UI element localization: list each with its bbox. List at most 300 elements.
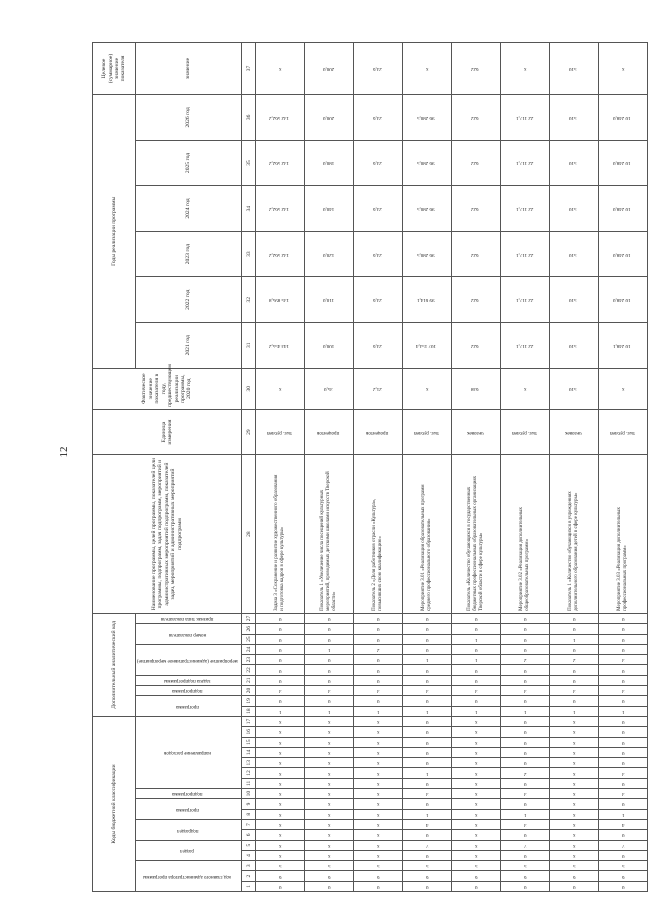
code-digit: 0 (327, 677, 331, 683)
row-final: x (278, 66, 282, 72)
code-digit: 0 (523, 750, 527, 755)
table-row (256, 43, 305, 892)
code-digit: 0 (474, 883, 478, 889)
code-cell (305, 778, 354, 788)
code-digit: x (474, 842, 478, 848)
code-digit: x (572, 739, 576, 745)
code-cell (256, 706, 305, 716)
column-number: 1 (242, 881, 256, 891)
code-digit: 5 (621, 863, 625, 869)
code-cell (501, 675, 550, 685)
year-value: 200,0 (322, 114, 334, 120)
code-digit: 0 (278, 698, 282, 704)
code-cell (550, 758, 599, 768)
year-value: 22 117,1 (515, 206, 533, 212)
header-2022: 2022 год (136, 277, 242, 323)
year-value: 180,0 (322, 160, 334, 166)
column-number: 24 (242, 644, 256, 654)
code-cell (256, 830, 305, 840)
code-digit: 1 (376, 708, 380, 714)
code-digit: x (327, 750, 331, 755)
code-digit: x (474, 760, 478, 766)
code-cell (599, 789, 648, 799)
code-digit: x (327, 801, 331, 807)
header-2025: 2025 год (136, 140, 242, 186)
code-digit: x (572, 842, 576, 848)
code-digit: 1 (474, 708, 478, 714)
header-analytical: Дополнительный аналитический код (93, 613, 136, 716)
header-an-task: задача подпрограммы (164, 678, 211, 683)
code-cell (599, 747, 648, 757)
code-digit: x (376, 760, 380, 766)
code-cell (256, 716, 305, 726)
code-digit: 0 (278, 636, 282, 642)
code-cell (256, 840, 305, 850)
code-cell (452, 861, 501, 871)
header-base: Фактическое значение показателя в году, предшествующем реализации программы, 2020 год (93, 368, 242, 409)
code-digit: 3 (523, 791, 527, 797)
code-cell (599, 727, 648, 737)
code-cell (305, 644, 354, 654)
code-digit: 0 (523, 852, 527, 858)
code-cell (256, 809, 305, 819)
column-number: 11 (242, 778, 256, 788)
code-cell (452, 819, 501, 829)
code-digit: 6 (572, 873, 576, 879)
column-number: 5 (242, 840, 256, 850)
code-cell (452, 850, 501, 860)
code-digit: 7 (621, 842, 625, 848)
code-digit: 1 (523, 708, 527, 714)
code-cell (501, 799, 550, 809)
code-digit: 0 (376, 657, 380, 663)
column-number: 8 (242, 809, 256, 819)
code-cell (550, 675, 599, 685)
code-cell (305, 716, 354, 726)
row-final: x (425, 66, 429, 72)
column-number: 20 (242, 686, 256, 696)
header-2024: 2024 год (136, 186, 242, 232)
year-value: 96 280,5 (417, 251, 435, 257)
column-number: 3 (242, 861, 256, 871)
code-digit: 2 (523, 770, 527, 776)
code-digit: 7 (523, 842, 527, 848)
column-number: 34 (242, 186, 256, 232)
table-row (452, 43, 501, 892)
code-cell (599, 809, 648, 819)
rotated-table-frame (92, 42, 635, 892)
code-cell (501, 706, 550, 716)
code-digit: x (327, 729, 331, 735)
code-cell (305, 881, 354, 891)
code-digit: 0 (327, 626, 331, 632)
year-value: 510 (569, 206, 577, 212)
table-body (256, 43, 648, 892)
column-number: 7 (242, 819, 256, 829)
code-digit: x (572, 811, 576, 817)
code-digit: x (474, 750, 478, 755)
code-digit: 3 (278, 688, 282, 694)
code-cell (452, 696, 501, 706)
code-cell (599, 850, 648, 860)
code-digit: 0 (621, 646, 625, 652)
code-digit: 6 (523, 873, 527, 879)
year-value: 99 614,1 (417, 297, 435, 303)
code-cell (550, 706, 599, 716)
code-digit: 3 (523, 688, 527, 694)
code-cell (354, 613, 403, 623)
code-digit: x (376, 801, 380, 807)
row-unit: человек (466, 429, 484, 435)
code-cell (305, 758, 354, 768)
code-cell (550, 789, 599, 799)
code-cell (354, 624, 403, 634)
code-cell (452, 716, 501, 726)
header-name: Наименование программы, целей программы, показателей цели программы, подпрограмм, задач подпрограмм, мероприятий и административных мероприятий подпрограмм, показателей задач, мероприятий и административных мероприятий подпрограмм (93, 455, 242, 613)
code-cell (599, 881, 648, 891)
row-name: Показатель «Количество обучающихся в государственных бюджетных профессиональных образовательных организациях Тверской области в сфере культуры» (467, 475, 485, 611)
code-cell (550, 665, 599, 675)
code-digit: 0 (523, 698, 527, 704)
code-digit: 1 (523, 811, 527, 817)
code-digit: 0 (572, 616, 576, 622)
row-name: Мероприятие 3.02 «Реализация дополнительных общеобразовательных программ» (519, 507, 531, 611)
column-number: 15 (242, 737, 256, 747)
year-value: 622 (471, 160, 479, 166)
code-cell (452, 737, 501, 747)
code-digit: 0 (376, 883, 380, 889)
code-cell (354, 799, 403, 809)
code-cell (599, 613, 648, 623)
code-digit: 6 (621, 873, 625, 879)
code-digit: x (376, 811, 380, 817)
code-cell (354, 686, 403, 696)
code-cell (403, 881, 452, 891)
code-cell (354, 830, 403, 840)
year-value: 23,6 (372, 251, 382, 257)
code-cell (256, 737, 305, 747)
code-cell (403, 850, 452, 860)
code-digit: x (376, 770, 380, 776)
code-cell (305, 819, 354, 829)
code-digit: x (278, 811, 282, 817)
header-an-type: признак типа показателя (161, 616, 214, 622)
code-cell (452, 747, 501, 757)
header-unit: Единица измерения (93, 409, 242, 455)
code-digit: 0 (474, 698, 478, 704)
code-cell (354, 850, 403, 860)
code-digit: x (572, 719, 576, 725)
code-digit: 3 (376, 688, 380, 694)
code-cell (354, 675, 403, 685)
header-direction: направление расходов (163, 750, 211, 756)
code-digit: 0 (523, 626, 527, 632)
code-cell (403, 768, 452, 778)
year-value: 22 117,1 (515, 114, 533, 120)
code-digit: 0 (572, 667, 576, 673)
code-cell (256, 696, 305, 706)
code-cell (452, 789, 501, 799)
code-digit: x (572, 780, 576, 786)
code-digit: x (572, 822, 576, 828)
code-cell (305, 737, 354, 747)
code-cell (256, 758, 305, 768)
code-cell (305, 686, 354, 696)
code-cell (403, 706, 452, 716)
code-cell (403, 799, 452, 809)
code-digit: 0 (425, 698, 429, 704)
column-number: 37 (242, 43, 256, 95)
code-digit: 0 (621, 667, 625, 673)
column-number: 26 (242, 624, 256, 634)
header-2023: 2023 год (136, 231, 242, 277)
code-digit: x (278, 719, 282, 725)
code-cell (305, 747, 354, 757)
code-digit: 0 (523, 636, 527, 642)
code-cell (256, 644, 305, 654)
code-digit: x (327, 760, 331, 766)
header-subprogram: подпрограмма (172, 791, 203, 797)
code-digit: x (278, 750, 282, 755)
row-name: Мероприятие 3.03 «Реализация дополнительных профессиональных программ» (617, 507, 629, 611)
code-cell (354, 861, 403, 871)
code-digit: 0 (523, 719, 527, 725)
code-cell (501, 758, 550, 768)
code-cell (354, 758, 403, 768)
code-cell (599, 624, 648, 634)
year-value: 132 562,2 (269, 206, 290, 212)
code-digit: x (572, 852, 576, 858)
row-base: 21,2 (372, 386, 382, 392)
code-cell (256, 799, 305, 809)
code-digit: 4 (621, 822, 625, 828)
code-digit: 0 (425, 739, 429, 745)
code-cell (354, 644, 403, 654)
code-cell (305, 861, 354, 871)
code-digit: x (474, 791, 478, 797)
code-digit: 3 (621, 657, 625, 663)
code-cell (403, 613, 452, 623)
code-digit: x (474, 739, 478, 745)
column-number: 36 (242, 95, 256, 141)
code-cell (550, 881, 599, 891)
code-digit: 7 (425, 842, 429, 848)
row-base: 510 (569, 386, 577, 392)
code-digit: x (572, 760, 576, 766)
header-classification: Коды бюджетной классификации (93, 716, 136, 891)
code-cell (305, 768, 354, 778)
year-value: 96 280,5 (417, 206, 435, 212)
code-cell (452, 758, 501, 768)
code-cell (452, 830, 501, 840)
code-digit: 0 (523, 616, 527, 622)
code-digit: x (376, 729, 380, 735)
code-cell (256, 634, 305, 644)
code-digit: 2 (376, 646, 380, 652)
code-digit: 0 (278, 677, 282, 683)
code-cell (354, 696, 403, 706)
code-cell (305, 655, 354, 665)
code-cell (256, 624, 305, 634)
code-digit: 0 (621, 739, 625, 745)
code-cell (354, 881, 403, 891)
code-cell (403, 840, 452, 850)
column-number: 16 (242, 727, 256, 737)
header-2026: 2026 год (136, 95, 242, 141)
code-digit: x (327, 739, 331, 745)
code-digit: x (376, 719, 380, 725)
code-cell (550, 830, 599, 840)
code-digit: 0 (376, 616, 380, 622)
code-cell (403, 675, 452, 685)
code-cell (550, 727, 599, 737)
code-cell (452, 675, 501, 685)
code-cell (599, 799, 648, 809)
code-digit: 5 (327, 863, 331, 869)
code-cell (501, 716, 550, 726)
code-digit: 0 (523, 832, 527, 838)
code-cell (354, 655, 403, 665)
code-cell (599, 861, 648, 871)
code-cell (256, 861, 305, 871)
year-value: 23,6 (372, 342, 382, 348)
code-digit: x (572, 750, 576, 755)
code-digit: x (376, 832, 380, 838)
row-unit: тыс. рублей (413, 429, 439, 435)
code-cell (550, 613, 599, 623)
code-cell (305, 613, 354, 623)
row-final: 622 (471, 66, 479, 72)
code-cell (599, 871, 648, 881)
year-value: 10 248,0 (613, 297, 631, 303)
code-cell (501, 696, 550, 706)
code-cell (599, 840, 648, 850)
year-value: 510 (569, 160, 577, 166)
year-value: 107 153,4 (416, 342, 437, 348)
code-cell (256, 613, 305, 623)
code-digit: x (572, 770, 576, 776)
code-digit: x (327, 791, 331, 797)
code-cell (452, 809, 501, 819)
code-cell (550, 871, 599, 881)
code-digit: 1 (621, 811, 625, 817)
table-row (403, 43, 452, 892)
code-digit: x (474, 822, 478, 828)
column-number: 19 (242, 696, 256, 706)
code-digit: 0 (425, 760, 429, 766)
code-cell (599, 768, 648, 778)
column-number: 25 (242, 634, 256, 644)
code-cell (354, 665, 403, 675)
code-cell (599, 634, 648, 644)
year-value: 622 (471, 206, 479, 212)
year-value: 96 280,5 (417, 160, 435, 166)
code-cell (550, 809, 599, 819)
code-digit: 0 (425, 883, 429, 889)
code-cell (501, 644, 550, 654)
code-cell (550, 634, 599, 644)
code-digit: 3 (621, 770, 625, 776)
code-cell (354, 768, 403, 778)
code-digit: 0 (425, 646, 429, 652)
code-cell (550, 655, 599, 665)
code-digit: 0 (425, 852, 429, 858)
code-cell (501, 624, 550, 634)
code-digit: x (572, 832, 576, 838)
code-cell (599, 655, 648, 665)
code-digit: 0 (376, 698, 380, 704)
code-digit: 0 (621, 626, 625, 632)
code-cell (256, 747, 305, 757)
table-row (501, 43, 550, 892)
code-digit: 0 (572, 698, 576, 704)
column-number-row (242, 43, 256, 892)
code-digit: 6 (474, 873, 478, 879)
code-cell (305, 830, 354, 840)
code-cell (256, 789, 305, 799)
code-digit: 0 (278, 626, 282, 632)
row-final: x (523, 66, 527, 72)
code-cell (256, 871, 305, 881)
row-unit: тыс. рублей (609, 429, 635, 435)
code-cell (256, 778, 305, 788)
row-base: x (523, 386, 527, 392)
code-digit: 0 (376, 677, 380, 683)
year-value: 510 (569, 251, 577, 257)
code-cell (256, 665, 305, 675)
code-cell (256, 655, 305, 665)
code-cell (550, 644, 599, 654)
code-digit: 1 (327, 708, 331, 714)
code-cell (354, 809, 403, 819)
code-cell (452, 634, 501, 644)
code-digit: x (474, 832, 478, 838)
year-value: 110,0 (322, 297, 334, 303)
year-value: 132 562,2 (269, 114, 290, 120)
code-digit: x (376, 842, 380, 848)
column-number: 6 (242, 830, 256, 840)
year-value: 622 (471, 251, 479, 257)
code-cell (501, 861, 550, 871)
column-number: 17 (242, 716, 256, 726)
code-cell (501, 655, 550, 665)
code-digit: 3 (621, 791, 625, 797)
year-value: 622 (471, 297, 479, 303)
code-cell (403, 665, 452, 675)
code-digit: x (376, 780, 380, 786)
code-cell (256, 768, 305, 778)
code-digit: 0 (425, 832, 429, 838)
code-digit: 0 (621, 780, 625, 786)
code-cell (550, 768, 599, 778)
code-digit: x (278, 770, 282, 776)
code-cell (305, 850, 354, 860)
code-cell (256, 881, 305, 891)
code-cell (256, 686, 305, 696)
code-cell (452, 655, 501, 665)
code-digit: 5 (278, 863, 282, 869)
code-digit: 0 (621, 801, 625, 807)
code-cell (256, 850, 305, 860)
column-number: 23 (242, 655, 256, 665)
code-cell (452, 644, 501, 654)
code-cell (501, 634, 550, 644)
header-final-value: значение (136, 43, 242, 95)
code-cell (305, 799, 354, 809)
code-digit: 3 (621, 688, 625, 694)
code-digit: 0 (278, 657, 282, 663)
code-digit: x (278, 780, 282, 786)
